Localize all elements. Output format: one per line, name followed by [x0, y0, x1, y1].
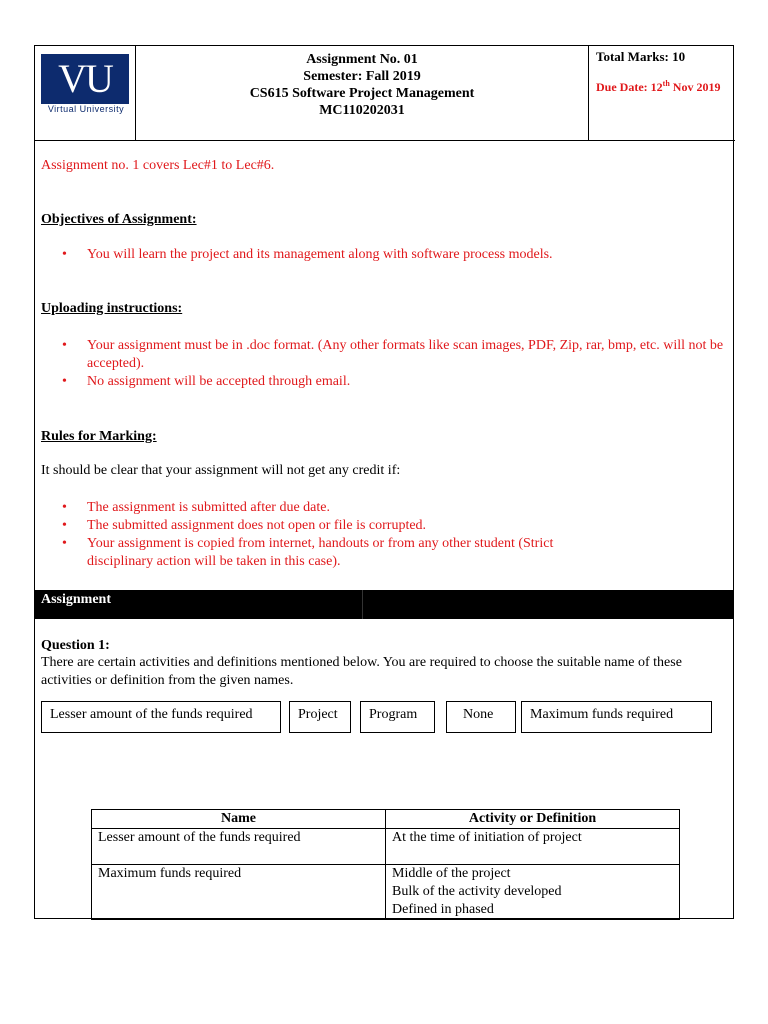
option-lesser-funds: Lesser amount of the funds required: [41, 701, 281, 733]
question-text: There are certain activities and definitions mentioned below. You are required to choose the suitable name of these activities or definition from the given names.: [41, 655, 682, 688]
header-marks-cell: [589, 46, 735, 140]
assignment-bar-divider: [362, 590, 363, 619]
header-logo-cell: [35, 46, 136, 140]
table-cell-activity: [386, 829, 680, 865]
logo-caption: Virtual University: [47, 104, 125, 114]
rules-lead: It should be clear that your assignment will not get any credit if:: [41, 463, 401, 478]
objectives-list: [41, 246, 731, 264]
logo-letters: VU: [58, 56, 112, 101]
semester: Semester: Fall 2019: [303, 69, 421, 84]
objectives-heading: Objectives of Assignment:: [41, 212, 197, 227]
course-title: CS615 Software Project Management: [249, 86, 475, 101]
due-date-suffix: Nov 2019: [669, 80, 721, 94]
option-program: Program: [360, 701, 435, 733]
due-date: [596, 79, 735, 95]
assignment-bar-label: Assignment: [41, 592, 112, 607]
document-frame: [34, 45, 734, 919]
table-row: [92, 829, 680, 865]
activity-table: [91, 809, 680, 920]
question-title: Question 1:: [41, 638, 110, 653]
objective-item: • You will learn the project and its management along with software process models.: [41, 246, 731, 264]
due-date-sup: th: [662, 79, 670, 88]
student-id: MC110202031: [319, 103, 405, 118]
table-cell-activity: [386, 865, 680, 920]
uploading-heading: Uploading instructions:: [41, 301, 183, 316]
activity-line: Middle of the project: [392, 866, 511, 881]
uploading-item: • Your assignment must be in .doc format. (Any other formats like scan images, PDF, Zip, rar, bmp, etc. will not be accepted).: [41, 337, 731, 373]
activity-line: At the time of initiation of project: [392, 830, 582, 845]
table-cell-name: Maximum funds required: [92, 865, 386, 920]
rules-heading: Rules for Marking:: [41, 429, 157, 444]
assignment-number: Assignment No. 01: [306, 52, 418, 67]
table-row: [92, 865, 680, 920]
option-none: None: [446, 701, 516, 733]
uploading-item: • No assignment will be accepted through email.: [41, 373, 731, 391]
rule-item: • Your assignment is copied from internet, handouts or from any other student (Strict disciplinary action will be taken in this case).: [41, 535, 601, 571]
header-title-cell: [136, 46, 589, 140]
intro-line: Assignment no. 1 covers Lec#1 to Lec#6.: [41, 158, 275, 173]
total-marks: Total Marks: 10: [596, 49, 686, 64]
vu-logo: [41, 54, 129, 104]
activity-line: Defined in phased: [392, 902, 494, 917]
uploading-list: [41, 337, 731, 391]
rules-list: [41, 499, 601, 571]
rule-item: • The assignment is submitted after due date.: [41, 499, 601, 517]
option-project: Project: [289, 701, 351, 733]
due-date-prefix: Due Date: 12: [596, 80, 663, 94]
table-header-name: Name: [92, 810, 386, 829]
table-cell-name: Lesser amount of the funds required: [92, 829, 386, 865]
activity-line: Bulk of the activity developed: [392, 884, 562, 899]
rule-item: • The submitted assignment does not open or file is corrupted.: [41, 517, 601, 535]
table-header-row: [92, 810, 680, 829]
option-maximum-funds: Maximum funds required: [521, 701, 712, 733]
header-divider: [35, 140, 735, 141]
table-header-activity: Activity or Definition: [386, 810, 680, 829]
assignment-bar: [35, 590, 733, 619]
